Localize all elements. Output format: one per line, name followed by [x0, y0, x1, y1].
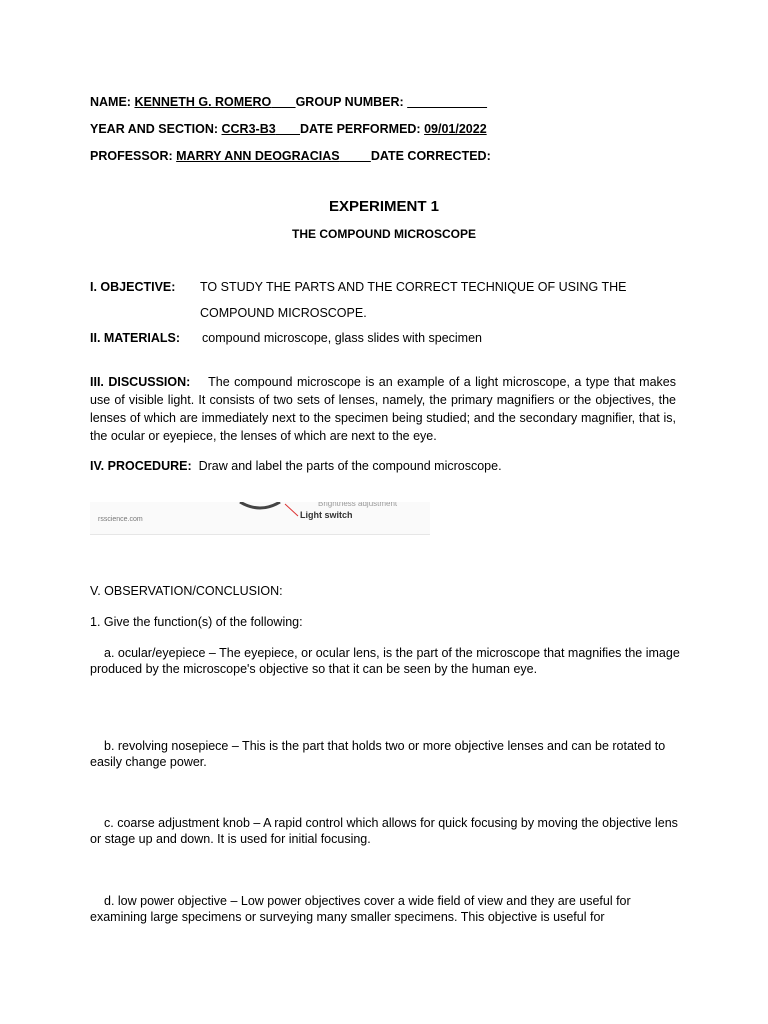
figure-source: rsscience.com	[98, 516, 143, 523]
figure-label-partial: Brightness adjustment	[318, 502, 398, 508]
year-label: YEAR AND SECTION:	[90, 122, 219, 136]
procedure-row	[90, 458, 502, 474]
date-corrected-label: DATE CORRECTED:	[370, 149, 491, 163]
figure-label-light-switch: Light switch	[300, 510, 353, 520]
function-item-ocular: a. ocular/eyepiece – The eyepiece, or ocular lens, is the part of the microscope that magnifies the image produced by the microscope's objective so that it can be seen by the human eye.	[90, 646, 680, 676]
year-underline	[276, 122, 300, 136]
name-value: KENNETH G. ROMERO	[134, 95, 272, 109]
year-row	[90, 121, 487, 137]
discussion-label: III. DISCUSSION:	[90, 375, 191, 389]
function-item-nosepiece: b. revolving nosepiece – This is the part that holds two or more objective lenses and can be rotated to easily change power.	[90, 739, 666, 769]
microscope-figure	[90, 502, 430, 535]
discussion-paragraph	[90, 373, 676, 445]
procedure-label: IV. PROCEDURE:	[90, 459, 192, 473]
date-performed-value: 09/01/2022	[424, 122, 487, 136]
professor-underline	[340, 149, 371, 163]
objective-line-1: TO STUDY THE PARTS AND THE CORRECT TECHNIQUE OF USING THE	[200, 280, 627, 294]
date-performed-label: DATE PERFORMED:	[300, 122, 421, 136]
observation-question: 1. Give the function(s) of the following:	[90, 615, 303, 629]
name-label: NAME:	[90, 95, 131, 109]
professor-value: MARRY ANN DEOGRACIAS	[176, 149, 340, 163]
document-title: EXPERIMENT 1	[328, 198, 440, 215]
objective-label: I. OBJECTIVE:	[90, 280, 176, 294]
materials-label: II. MATERIALS:	[90, 331, 181, 345]
professor-row	[90, 148, 491, 164]
observation-heading: V. OBSERVATION/CONCLUSION:	[90, 584, 283, 598]
materials-text: compound microscope, glass slides with specimen	[202, 331, 482, 345]
procedure-text: Draw and label the parts of the compound microscope.	[198, 459, 502, 473]
function-item-low-power: d. low power objective – Low power objectives cover a wide field of view and they are useful for examining large specimens or surveying many smaller specimens. This objective is useful for	[90, 894, 631, 924]
year-value: CCR3-B3	[221, 122, 276, 136]
discussion-text: The compound microscope is an example of a light microscope, a type that makes use of visible light. It consists of two sets of lenses, namely, the primary magnifiers or the objectives, the lenses of which are immediately next to the specimen being studied; and the secondary magnifier, that is, the ocular or eyepiece, the lenses of which are next to the eye.	[90, 375, 676, 443]
name-underline	[271, 95, 295, 109]
function-item-coarse-knob: c. coarse adjustment knob – A rapid control which allows for quick focusing by moving the objective lens or stage up and down. It is used for initial focusing.	[90, 816, 678, 846]
group-underline	[407, 95, 487, 109]
professor-label: PROFESSOR:	[90, 149, 173, 163]
objective-line-2: COMPOUND MICROSCOPE.	[200, 306, 367, 320]
name-row	[90, 94, 487, 110]
group-label: GROUP NUMBER:	[295, 95, 404, 109]
document-subtitle: THE COMPOUND MICROSCOPE	[291, 227, 476, 241]
